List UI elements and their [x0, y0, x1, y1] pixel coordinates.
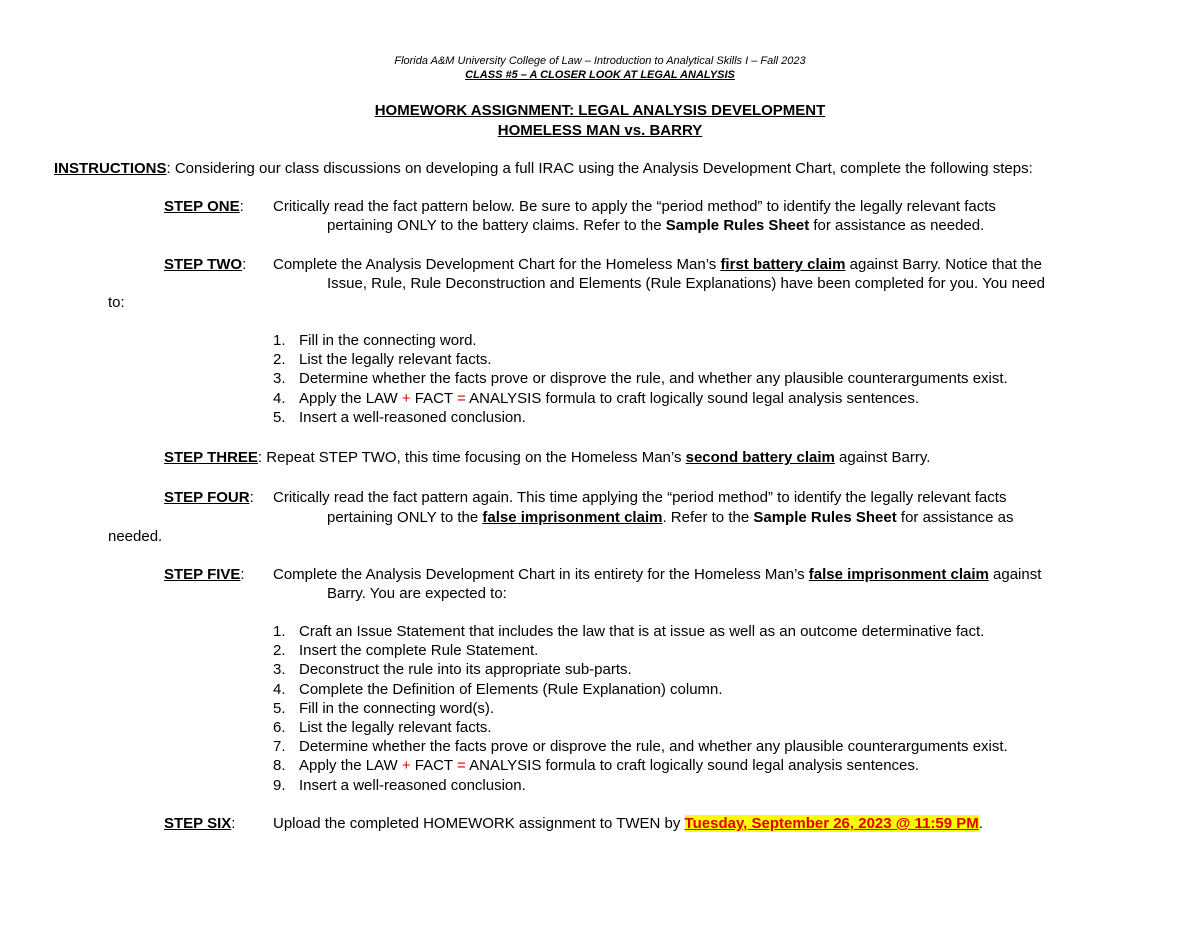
class-title: CLASS #5 – A CLOSER LOOK AT LEGAL ANALYSIS — [465, 69, 735, 81]
step-one-label: STEP ONE: — [164, 198, 244, 215]
step-two-label: STEP TWO: — [164, 256, 247, 273]
step-one-line2: pertaining ONLY to the battery claims. Refer to the Sample Rules Sheet for assistance as needed. — [327, 217, 985, 234]
list-item: 5. Fill in the connecting word(s). — [273, 700, 495, 717]
list-item: 3. Deconstruct the rule into its appropriate sub-parts. — [273, 661, 632, 678]
step-four-line2: pertaining ONLY to the false imprisonment claim. Refer to the Sample Rules Sheet for assistance as — [327, 509, 1014, 526]
list-item: 2. Insert the complete Rule Statement. — [273, 642, 539, 659]
list-item: 9. Insert a well-reasoned conclusion. — [273, 777, 526, 794]
step-six-line: Upload the completed HOMEWORK assignment to TWEN by Tuesday, September 26, 2023 @ 11:59 PM. — [273, 815, 983, 832]
list-item: 4. Apply the LAW + FACT = ANALYSIS formula to craft logically sound legal analysis sentences. — [273, 390, 920, 407]
step-five-line2: Barry. You are expected to: — [327, 585, 507, 602]
sample-rules-sheet-ref: Sample Rules Sheet — [665, 217, 810, 234]
instructions-line — [54, 159, 1033, 178]
step-one-line1: Critically read the fact pattern below. Be sure to apply the “period method” to identify the legally relevant facts — [273, 198, 996, 215]
step-four-line3: needed. — [108, 528, 163, 545]
list-item: 6. List the legally relevant facts. — [273, 719, 492, 736]
false-imprisonment-claim: false imprisonment claim — [482, 509, 663, 526]
deadline-highlight: Tuesday, September 26, 2023 @ 11:59 PM — [684, 815, 979, 832]
step-three-line: STEP THREE: Repeat STEP TWO, this time focusing on the Homeless Man’s second battery claim against Barry. — [164, 449, 931, 466]
list-item: 1. Fill in the connecting word. — [273, 332, 477, 349]
list-item: 1. Craft an Issue Statement that includes the law that is at issue as well as an outcome determinative fact. — [273, 623, 985, 640]
step-two-line3: to: — [108, 294, 125, 311]
step-three-label: STEP THREE — [164, 449, 258, 466]
list-item: 2. List the legally relevant facts. — [273, 351, 492, 368]
instructions-text: : Considering our class discussions on developing a full IRAC using the Analysis Development Chart, complete the following steps: — [166, 160, 1033, 177]
first-battery-claim: first battery claim — [720, 256, 846, 273]
sample-rules-sheet-ref: Sample Rules Sheet — [753, 509, 897, 526]
list-item: 7. Determine whether the facts prove or disprove the rule, and whether any plausible counterarguments exist. — [273, 738, 1008, 755]
step-two-line1: Complete the Analysis Development Chart for the Homeless Man’s first battery claim against Barry. Notice that the — [273, 256, 1042, 273]
step-two-line2: Issue, Rule, Rule Deconstruction and Elements (Rule Explanations) have been completed for you. You need — [327, 275, 1045, 292]
instructions-label: INSTRUCTIONS — [54, 160, 167, 177]
list-item: 4. Complete the Definition of Elements (Rule Explanation) column. — [273, 681, 723, 698]
step-four-label: STEP FOUR: — [164, 489, 254, 506]
course-header: Florida A&M University College of Law – Introduction to Analytical Skills I – Fall 2023 — [394, 55, 806, 67]
false-imprisonment-claim: false imprisonment claim — [808, 566, 989, 583]
list-item: 5. Insert a well-reasoned conclusion. — [273, 409, 526, 426]
assignment-title: HOMEWORK ASSIGNMENT: LEGAL ANALYSIS DEVELOPMENT — [374, 102, 826, 119]
list-item: 8. Apply the LAW + FACT = ANALYSIS formula to craft logically sound legal analysis sentences. — [273, 757, 920, 774]
step-five-line1: Complete the Analysis Development Chart in its entirety for the Homeless Man’s false imprisonment claim against — [273, 566, 1042, 583]
second-battery-claim: second battery claim — [685, 449, 835, 466]
step-six-label: STEP SIX: — [164, 815, 236, 832]
step-five-label: STEP FIVE: — [164, 566, 245, 583]
case-title: HOMELESS MAN vs. BARRY — [497, 122, 703, 139]
list-item: 3. Determine whether the facts prove or disprove the rule, and whether any plausible counterarguments exist. — [273, 370, 1008, 387]
step-four-line1: Critically read the fact pattern again. This time applying the “period method” to identify the legally relevant facts — [273, 489, 1007, 506]
